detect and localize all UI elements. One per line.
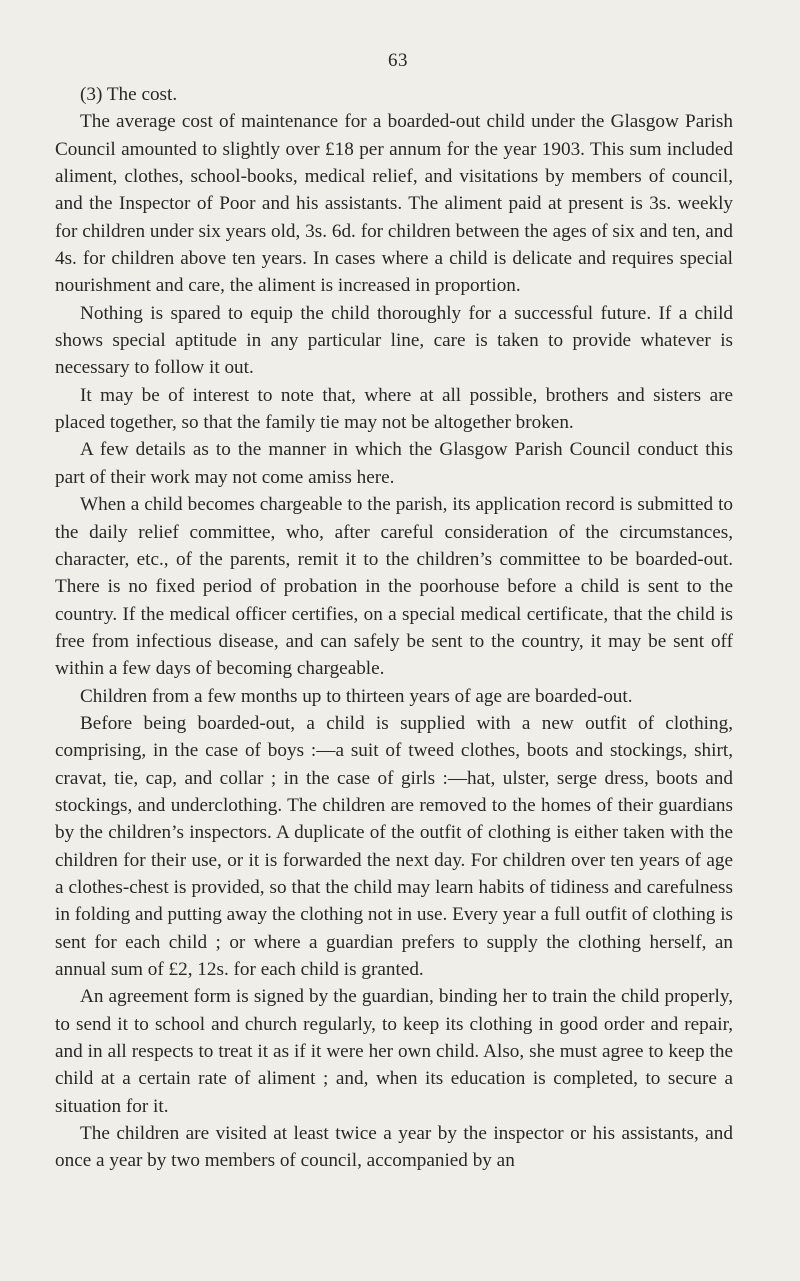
paragraph-equip-child: Nothing is spared to equip the child thoroughly for a successful future. If a child shows special aptitude in any particular line, care is taken to provide whatever is necessary to follow it out. bbox=[55, 302, 733, 379]
paragraph-details-intro: A few details as to the manner in which the Glasgow Parish Council conduct this part of their work may not come amiss here. bbox=[55, 439, 733, 488]
page-number: 63 bbox=[388, 50, 408, 71]
paragraph-cost-of-maintenance: The average cost of maintenance for a boarded-out child under the Glasgow Parish Council amounted to slightly over £18 per annum for the year 1903. This sum included aliment, clothes, school-books, medical relief, and visitations by members of council, and the Inspector of Poor and his assistants. The aliment paid at present is 3s. weekly for children under six years old, 3s. 6d. for children between the ages of six and ten, and 4s. for children above ten years. In cases where a child is delicate and requires special nourishment and care, the aliment is increased in proportion. bbox=[55, 111, 733, 297]
paragraph-outfit-of-clothing: Before being boarded-out, a child is supplied with a new outfit of clothing, comprising, in the case of boys :—a suit of tweed clothes, boots and stockings, shirt, cravat, tie, cap, and collar ; in the case of girls :—hat, ulster, serge dress, boots and stockings, and underclothing. The children are removed to the homes of their guardians by the children’s inspectors. A duplicate of the outfit of clothing is either taken with the children for their use, or it is forwarded the next day. For children over ten years of age a clothes-chest is provided, so that the child may learn habits of tidiness and carefulness in folding and putting away the clothing not in use. Every year a full outfit of clothing is sent for each child ; or where a guardian prefers to supply the clothing herself, an annual sum of £2, 12s. for each child is granted. bbox=[55, 712, 733, 980]
paragraph-agreement-form: An agreement form is signed by the guardian, binding her to train the child properly, to send it to school and church regularly, to keep its clothing in good order and repair, and in all respects to treat it as if it were her own child. Also, she must agree to keep the child at a certain rate of aliment ; and, when its education is completed, to secure a situation for it. bbox=[55, 986, 733, 1117]
paragraph-visits: The children are visited at least twice a year by the inspector or his assistants, and once a year by two members of council, accompanied by an bbox=[55, 1123, 733, 1172]
section-heading: (3) The cost. bbox=[80, 84, 178, 105]
paragraph-siblings-together: It may be of interest to note that, where at all possible, brothers and sisters are placed together, so that the family tie may not be altogether broken. bbox=[55, 384, 733, 434]
paragraph-chargeable-procedure: When a child becomes chargeable to the parish, its application record is submitted to the daily relief committee, who, after careful consideration of the circumstances, character, etc., of the parents, remit it to the children’s committee to be boarded-out. There is no fixed period of probation in the poorhouse before a child is sent to the country. If the medical officer certifies, on a special medical certificate, that the child is free from infectious disease, and can safely be sent to the country, it may be sent off within a few days of becoming chargeable. bbox=[55, 494, 733, 680]
body-text bbox=[55, 81, 733, 1175]
paragraph-age-range: Children from a few months up to thirteen years of age are boarded-out. bbox=[80, 685, 633, 707]
